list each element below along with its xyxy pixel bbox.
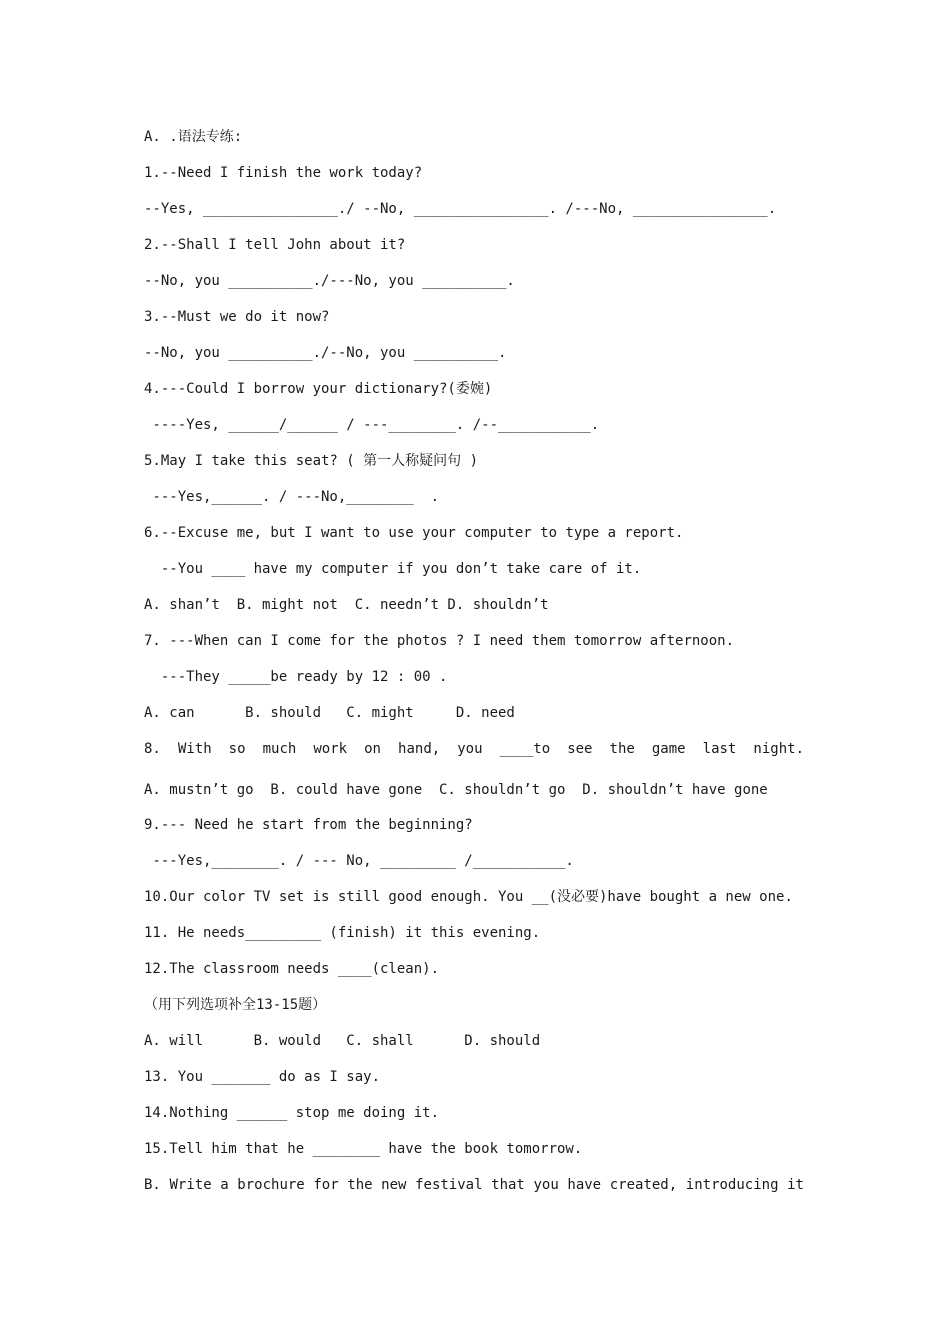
question-1: 1.--Need I finish the work today? (144, 165, 423, 181)
section-b-prompt: B. Write a brochure for the new festival that you have created, introducing it (144, 1177, 804, 1193)
answer-line-4: ----Yes, ______/______ / ---________. /--___________. (144, 417, 600, 433)
options-13-15: A. will B. would C. shall D. should (144, 1033, 541, 1049)
question-6: 6.--Excuse me, but I want to use your computer to type a report. (144, 525, 684, 541)
question-3: 3.--Must we do it now? (144, 309, 330, 325)
question-5: 5.May I take this seat? ( 第一人称疑问句 ) (144, 453, 479, 469)
question-15: 15.Tell him that he ________ have the book tomorrow. (144, 1141, 583, 1157)
options-6: A. shan’t B. might not C. needn’t D. shouldn’t (144, 597, 549, 613)
question-2: 2.--Shall I tell John about it? (144, 237, 406, 253)
section-a-heading: A. .语法专练: (144, 129, 243, 145)
question-8: 8. With so much work on hand, you ____to see the game last night. (144, 741, 804, 757)
answer-line-3: --No, you __________./--No, you __________. (144, 345, 507, 361)
question-12: 12.The classroom needs ____(clean). (144, 961, 440, 977)
options-8: A. mustn’t go B. could have gone C. shouldn’t go D. shouldn’t have gone (144, 782, 768, 798)
answer-line-9: ---Yes,________. / --- No, _________ /___________. (144, 853, 574, 869)
answer-line-5: ---Yes,______. / ---No,________ . (144, 489, 440, 505)
question-13: 13. You _______ do as I say. (144, 1069, 381, 1085)
question-10: 10.Our color TV set is still good enough. You __(没必要)have bought a new one. (144, 889, 793, 905)
question-7: 7. ---When can I come for the photos ? I need them tomorrow afternoon. (144, 633, 735, 649)
question-6-response: --You ____ have my computer if you don’t take care of it. (144, 561, 642, 577)
instruction-13-15: （用下列选项补全13-15题） (144, 997, 327, 1013)
answer-line-2: --No, you __________./---No, you __________. (144, 273, 515, 289)
question-9: 9.--- Need he start from the beginning? (144, 817, 473, 833)
question-11: 11. He needs_________ (finish) it this evening. (144, 925, 541, 941)
answer-line-1: --Yes, ________________./ --No, ________________. /---No, ________________. (144, 201, 777, 217)
options-7: A. can B. should C. might D. need (144, 705, 515, 721)
question-14: 14.Nothing ______ stop me doing it. (144, 1105, 440, 1121)
question-4: 4.---Could I borrow your dictionary?(委婉) (144, 381, 493, 397)
question-7-response: ---They _____be ready by 12 : 00 . (144, 669, 448, 685)
